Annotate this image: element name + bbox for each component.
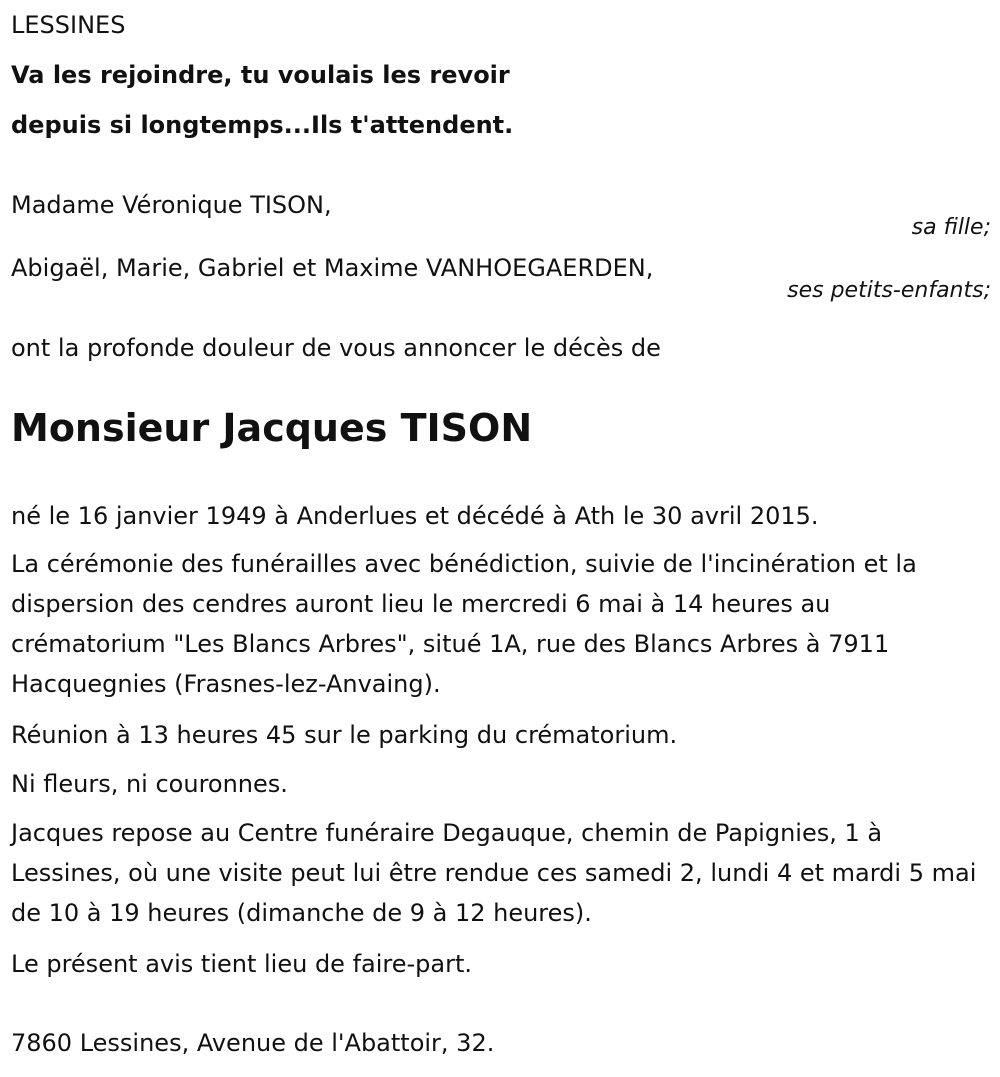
deceased-name: Monsieur Jacques TISON — [11, 406, 533, 450]
flowers-paragraph: Ni fleurs, ni couronnes. — [11, 770, 288, 798]
meeting-paragraph: Réunion à 13 heures 45 sur le parking du crématorium. — [11, 721, 678, 749]
verse-line-1: Va les rejoindre, tu voulais les revoir — [11, 61, 510, 89]
address-line: 7860 Lessines, Avenue de l'Abattoir, 32. — [11, 1029, 495, 1057]
verse-line-2: depuis si longtemps...Ils t'attendent. — [11, 111, 514, 139]
announcement-text: ont la profonde douleur de vous annoncer le décès de — [11, 334, 661, 362]
town-heading: LESSINES — [11, 11, 126, 39]
family-member-name: Madame Véronique TISON, — [11, 191, 332, 219]
birth-death-paragraph: né le 16 janvier 1949 à Anderlues et décédé à Ath le 30 avril 2015. — [11, 502, 819, 530]
family-member-relation: sa fille; — [911, 215, 991, 240]
ceremony-paragraph: La cérémonie des funérailles avec bénédiction, suivie de l'incinération et la dispersion des cendres auront lieu le mercredi 6 mai à 14 heures au crématorium "Les Blancs Arbres", situé 1A, rue des Blancs Arbres à 7911 Hacquegnies (Frasnes-lez-Anvaing). — [11, 550, 917, 698]
family-member-name: Abigaël, Marie, Gabriel et Maxime VANHOEGAERDEN, — [11, 254, 654, 282]
faire-part-paragraph: Le présent avis tient lieu de faire-part. — [11, 950, 473, 978]
visitation-paragraph: Jacques repose au Centre funéraire Degauque, chemin de Papignies, 1 à Lessines, où une visite peut lui être rendue ces samedi 2, lundi 4 et mardi 5 mai de 10 à 19 heures (dimanche de 9 à 12 heures). — [11, 819, 977, 927]
family-member-relation: ses petits-enfants; — [787, 278, 991, 303]
